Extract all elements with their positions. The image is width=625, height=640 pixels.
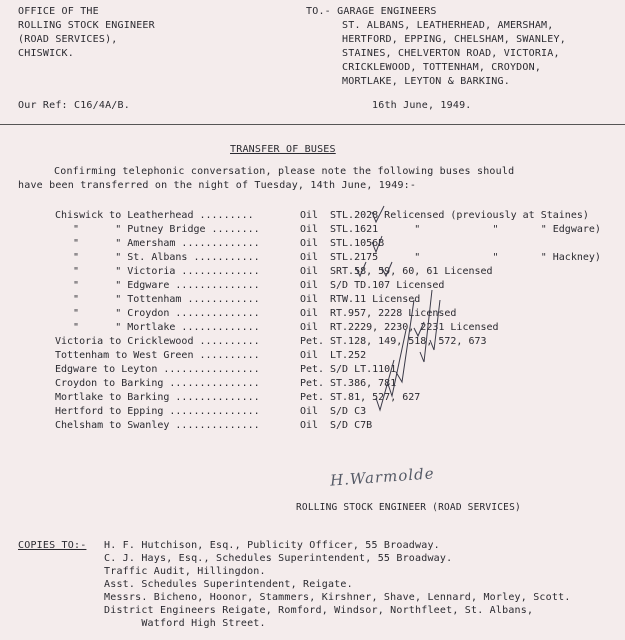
transfer-route: Edgware to Leyton ................ xyxy=(55,364,260,375)
transfer-fuel: Oil xyxy=(300,294,319,305)
transfer-fuel: Pet. xyxy=(300,378,325,389)
to-line-5: CRICKLEWOOD, TOTTENHAM, CROYDON, xyxy=(342,62,542,73)
copies-label: COPIES TO:- xyxy=(18,540,87,551)
office-line-1: OFFICE OF THE xyxy=(18,6,99,17)
office-line-2: ROLLING STOCK ENGINEER xyxy=(18,20,155,31)
tick-mark xyxy=(430,300,440,350)
transfer-bus: ST.81, 527, 627 xyxy=(330,392,421,403)
transfer-fuel: Oil xyxy=(300,350,319,361)
transfer-bus: S/D TD.107 Licensed xyxy=(330,280,445,291)
transfer-fuel: Oil xyxy=(300,280,319,291)
copy-recipient: C. J. Hays, Esq., Schedules Superintendent, 55 Broadway. xyxy=(104,553,453,564)
to-line-1: TO.- GARAGE ENGINEERS xyxy=(306,6,437,17)
transfer-bus: RT.957, 2228 Licensed xyxy=(330,308,457,319)
copy-recipient: Messrs. Bicheno, Hoonor, Stammers, Kirshner, Shave, Lennard, Morley, Scott. xyxy=(104,592,571,603)
transfer-route: Victoria to Cricklewood .......... xyxy=(55,336,260,347)
transfer-bus: LT.252 xyxy=(330,350,367,361)
to-line-2: ST. ALBANS, LEATHERHEAD, AMERSHAM, xyxy=(342,20,554,31)
memo-title: TRANSFER OF BUSES xyxy=(230,144,336,155)
transfer-bus: STL.2028 Relicensed (previously at Staines) xyxy=(330,210,589,221)
transfer-bus: ST.128, 149, 518, 572, 673 xyxy=(330,336,487,347)
transfer-route: Croydon to Barking ............... xyxy=(55,378,260,389)
signature: H.Warmolde xyxy=(329,464,436,490)
transfer-bus: SRT.58, 59, 60, 61 Licensed xyxy=(330,266,493,277)
intro-line-1: Confirming telephonic conversation, please note the following buses should xyxy=(54,166,515,177)
transfer-fuel: Pet. xyxy=(300,392,325,403)
transfer-route: Chiswick to Leatherhead ......... xyxy=(55,210,254,221)
copy-recipient: Traffic Audit, Hillingdon. xyxy=(104,566,266,577)
transfer-route: " " Victoria ............. xyxy=(55,266,260,277)
intro-line-2: have been transferred on the night of Tuesday, 14th June, 1949:- xyxy=(18,180,417,191)
tick-mark xyxy=(372,236,382,252)
transfer-bus: STL.1056B xyxy=(330,238,385,249)
reference: Our Ref: C16/4A/B. xyxy=(18,100,130,111)
to-line-6: MORTLAKE, LEYTON & BARKING. xyxy=(342,76,510,87)
transfer-bus: S/D LT.1101 xyxy=(330,364,397,375)
transfer-fuel: Oil xyxy=(300,420,319,431)
to-line-3: HERTFORD, EPPING, CHELSHAM, SWANLEY, xyxy=(342,34,566,45)
transfer-route: Hertford to Epping ............... xyxy=(55,406,260,417)
office-line-4: CHISWICK. xyxy=(18,48,74,59)
tick-mark xyxy=(396,300,414,382)
transfer-fuel: Oil xyxy=(300,224,319,235)
copy-recipient: Watford High Street. xyxy=(104,618,266,629)
tick-mark xyxy=(414,322,424,336)
transfer-route: " " Mortlake ............. xyxy=(55,322,260,333)
transfer-route: " " Croydon .............. xyxy=(55,308,260,319)
transfer-route: Mortlake to Barking .............. xyxy=(55,392,260,403)
transfer-fuel: Oil xyxy=(300,308,319,319)
transfer-fuel: Oil xyxy=(300,406,319,417)
transfer-fuel: Oil xyxy=(300,238,319,249)
transfer-fuel: Oil xyxy=(300,266,319,277)
transfer-route: " " Amersham ............. xyxy=(55,238,260,249)
copy-recipient: District Engineers Reigate, Romford, Windsor, Northfleet, St. Albans, xyxy=(104,605,534,616)
signature-title: ROLLING STOCK ENGINEER (ROAD SERVICES) xyxy=(296,502,521,513)
transfer-bus: STL.2175 " " " Hackney) xyxy=(330,252,601,263)
transfer-route: " " Putney Bridge ........ xyxy=(55,224,260,235)
transfer-bus: S/D C3 xyxy=(330,406,367,417)
tick-mark xyxy=(382,262,392,276)
transfer-bus: RTW.11 Licensed xyxy=(330,294,421,305)
copy-recipient: H. F. Hutchison, Esq., Publicity Officer, 55 Broadway. xyxy=(104,540,440,551)
transfer-fuel: Oil xyxy=(300,322,319,333)
transfer-route: " " Tottenham ............ xyxy=(55,294,260,305)
transfer-bus: ST.386, 781 xyxy=(330,378,397,389)
transfer-bus: S/D C7B xyxy=(330,420,373,431)
to-line-4: STAINES, CHELVERTON ROAD, VICTORIA, xyxy=(342,48,560,59)
tick-mark xyxy=(372,206,384,222)
transfer-fuel: Oil xyxy=(300,252,319,263)
transfer-route: " " Edgware .............. xyxy=(55,280,260,291)
office-line-3: (ROAD SERVICES), xyxy=(18,34,118,45)
tick-mark xyxy=(376,360,394,410)
transfer-route: " " St. Albans ........... xyxy=(55,252,260,263)
transfer-bus: RT.2229, 2230, 2231 Licensed xyxy=(330,322,499,333)
transfer-route: Chelsham to Swanley .............. xyxy=(55,420,260,431)
transfer-fuel: Pet. xyxy=(300,364,325,375)
transfer-fuel: Oil xyxy=(300,210,319,221)
tick-mark xyxy=(356,262,366,276)
transfer-bus: STL.1621 " " " Edgware) xyxy=(330,224,601,235)
transfer-route: Tottenham to West Green .......... xyxy=(55,350,260,361)
tick-mark xyxy=(388,330,406,396)
date: 16th June, 1949. xyxy=(372,100,472,111)
transfer-fuel: Pet. xyxy=(300,336,325,347)
copy-recipient: Asst. Schedules Superintendent, Reigate. xyxy=(104,579,353,590)
